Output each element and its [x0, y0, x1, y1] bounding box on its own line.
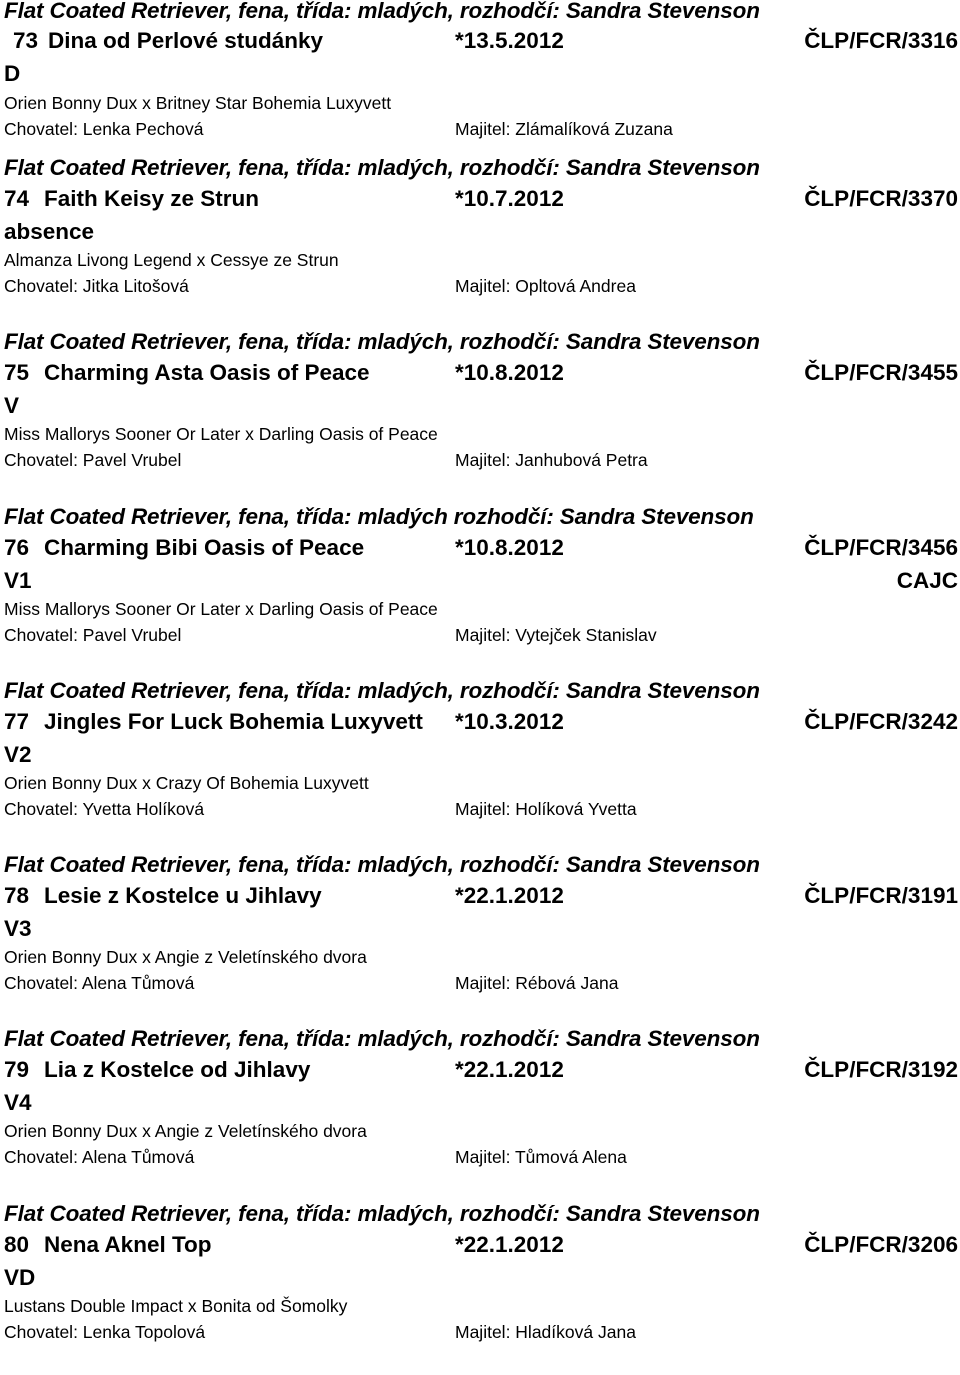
- entry-title-row: [4, 358, 960, 388]
- class-header: Flat Coated Retriever, fena, třída: mladých, rozhodčí: Sandra Stevenson: [4, 852, 760, 878]
- birth-date: *10.7.2012: [455, 186, 564, 211]
- parents: Orien Bonny Dux x Angie z Veletínského dvora: [4, 947, 367, 968]
- grade: V2: [4, 741, 32, 767]
- award: CAJC: [896, 567, 958, 593]
- owner: Majitel: Hladíková Jana: [455, 1321, 636, 1342]
- birth-date: *10.3.2012: [455, 708, 564, 734]
- owner: Majitel: Tůmová Alena: [455, 1147, 627, 1168]
- entry-title-row: [4, 184, 960, 214]
- registration-number: ČLP/FCR/3455: [804, 360, 958, 386]
- dog-name: Nena Aknel Top: [44, 1231, 212, 1257]
- registration-number: ČLP/FCR/3206: [804, 1231, 958, 1257]
- grade: V3: [4, 916, 32, 942]
- breeder: Chovatel: Yvetta Holíková: [4, 798, 205, 819]
- dog-name: Lia z Kostelce od Jihlavy: [44, 1057, 311, 1083]
- catalog-entry: [0, 504, 960, 678]
- catalog-number: 75: [4, 360, 30, 386]
- dog-name: Dina od Perlové studánky: [48, 28, 324, 53]
- class-header: Flat Coated Retriever, fena, třída: mladých, rozhodčí: Sandra Stevenson: [4, 0, 760, 23]
- catalog-number: 74: [4, 186, 30, 211]
- grade: absence: [4, 219, 95, 244]
- parents: Almanza Livong Legend x Cessye ze Strun: [4, 250, 339, 270]
- catalog-number: 73: [13, 28, 39, 53]
- entry-result-row: [4, 391, 960, 421]
- breeder: Chovatel: Pavel Vrubel: [4, 624, 182, 645]
- entry-title-row: [4, 707, 960, 737]
- dog-name: Charming Asta Oasis of Peace: [44, 360, 370, 386]
- entry-result-row: [4, 1263, 960, 1293]
- birth-date: *13.5.2012: [455, 28, 564, 53]
- breeder: Chovatel: Alena Tůmová: [4, 973, 195, 994]
- catalog-entry: [0, 1026, 960, 1200]
- class-header: Flat Coated Retriever, fena, třída: mladých rozhodčí: Sandra Stevenson: [4, 503, 754, 529]
- breeder: Chovatel: Pavel Vrubel: [4, 450, 182, 471]
- birth-date: *22.1.2012: [455, 1231, 564, 1257]
- owner: Majitel: Rébová Jana: [455, 973, 619, 994]
- catalog-entry: [0, 0, 960, 155]
- dog-name: Jingles For Luck Bohemia Luxyvett: [44, 708, 423, 734]
- entry-result-row: [4, 914, 960, 944]
- entry-result-row: [4, 1088, 960, 1118]
- registration-number: ČLP/FCR/3192: [804, 1057, 958, 1083]
- entry-result-row: [4, 566, 960, 596]
- entry-title-row: [4, 1230, 960, 1260]
- dog-name: Charming Bibi Oasis of Peace: [44, 534, 365, 560]
- parents: Lustans Double Impact x Bonita od Šomolky: [4, 1295, 348, 1316]
- entry-title-row: [4, 1055, 960, 1085]
- breeder: Chovatel: Lenka Pechová: [4, 119, 204, 139]
- dog-name: Lesie z Kostelce u Jihlavy: [44, 883, 322, 909]
- entry-title-row: [4, 881, 960, 911]
- registration-number: ČLP/FCR/3191: [804, 883, 958, 909]
- breeder: Chovatel: Alena Tůmová: [4, 1147, 195, 1168]
- entry-result-row: [4, 740, 960, 770]
- birth-date: *10.8.2012: [455, 534, 564, 560]
- registration-number: ČLP/FCR/3370: [804, 186, 958, 211]
- parents: Miss Mallorys Sooner Or Later x Darling Oasis of Peace: [4, 598, 438, 619]
- dog-name: Faith Keisy ze Strun: [44, 186, 260, 211]
- grade: V4: [4, 1090, 32, 1116]
- registration-number: ČLP/FCR/3456: [804, 534, 958, 560]
- catalog-number: 80: [4, 1231, 30, 1257]
- registration-number: ČLP/FCR/3242: [804, 708, 958, 734]
- catalog-entry: [0, 155, 960, 329]
- grade: VD: [4, 1264, 36, 1290]
- catalog-number: 77: [4, 708, 30, 734]
- owner: Majitel: Holíková Yvetta: [455, 798, 637, 819]
- owner: Majitel: Vytejček Stanislav: [455, 624, 657, 645]
- entry-title-row: [4, 533, 960, 563]
- breeder: Chovatel: Lenka Topolová: [4, 1321, 206, 1342]
- grade: V1: [4, 567, 32, 593]
- catalog-entry: [0, 329, 960, 503]
- catalog-number: 79: [4, 1057, 30, 1083]
- class-header: Flat Coated Retriever, fena, třída: mladých, rozhodčí: Sandra Stevenson: [4, 677, 760, 703]
- entry-title-row: [4, 26, 960, 56]
- entry-result-row: [4, 217, 960, 247]
- birth-date: *22.1.2012: [455, 1057, 564, 1083]
- birth-date: *10.8.2012: [455, 360, 564, 386]
- catalog-entry: [0, 678, 960, 852]
- registration-number: ČLP/FCR/3316: [804, 28, 958, 53]
- owner: Majitel: Janhubová Petra: [455, 450, 648, 471]
- parents: Miss Mallorys Sooner Or Later x Darling Oasis of Peace: [4, 424, 438, 445]
- parents: Orien Bonny Dux x Britney Star Bohemia Luxyvett: [4, 93, 392, 113]
- parents: Orien Bonny Dux x Crazy Of Bohemia Luxyvett: [4, 772, 369, 793]
- owner: Majitel: Zlámalíková Zuzana: [455, 119, 673, 139]
- catalog-entry: [0, 852, 960, 1026]
- parents: Orien Bonny Dux x Angie z Veletínského dvora: [4, 1121, 367, 1142]
- entry-result-row: [4, 59, 960, 89]
- grade: D: [4, 61, 21, 86]
- class-header: Flat Coated Retriever, fena, třída: mladých, rozhodčí: Sandra Stevenson: [4, 155, 760, 180]
- class-header: Flat Coated Retriever, fena, třída: mladých, rozhodčí: Sandra Stevenson: [4, 329, 760, 355]
- breeder: Chovatel: Jitka Litošová: [4, 276, 189, 296]
- catalog-entry: [0, 1201, 960, 1375]
- birth-date: *22.1.2012: [455, 883, 564, 909]
- owner: Majitel: Opltová Andrea: [455, 276, 636, 296]
- catalog-number: 76: [4, 534, 30, 560]
- catalog-number: 78: [4, 883, 30, 909]
- class-header: Flat Coated Retriever, fena, třída: mladých, rozhodčí: Sandra Stevenson: [4, 1200, 760, 1226]
- class-header: Flat Coated Retriever, fena, třída: mladých, rozhodčí: Sandra Stevenson: [4, 1026, 760, 1052]
- grade: V: [4, 393, 20, 419]
